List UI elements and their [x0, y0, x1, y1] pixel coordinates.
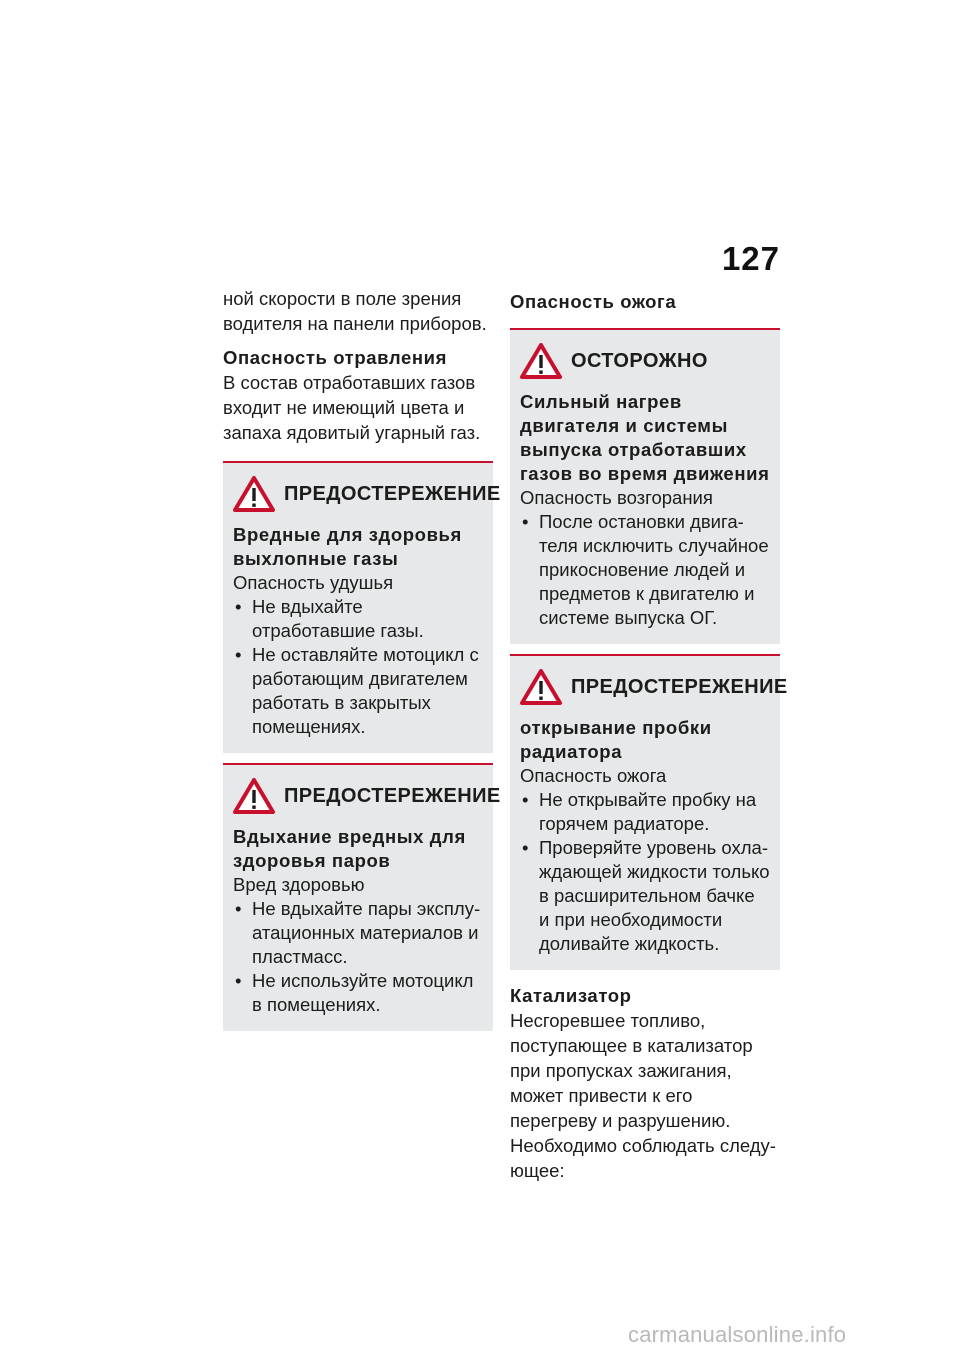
catalyst-text-2: Необходимо соблюдать следующее: [510, 1135, 776, 1181]
warning-list [233, 897, 483, 1017]
warning-list [520, 510, 770, 630]
warning-triangle-icon [232, 475, 276, 513]
right-column [510, 286, 788, 1193]
warning-list [520, 788, 770, 956]
warning-box-radiator [510, 654, 788, 970]
warning-box-exhaust [223, 461, 501, 753]
poisoning-heading: Опасность отравления [223, 347, 447, 368]
list-item: • После остановки двигателя исключить случайное прикосновение людей и предметов к двигателю и системе выпуска ОГ. [520, 510, 770, 630]
list-item: • Не оставляйте мотоцикл с работающим двигателем работать в закрытых помещениях. [233, 643, 483, 739]
warning-box-vapors [223, 763, 501, 1031]
warning-subtitle: Вред здоровью [233, 874, 365, 895]
warning-label: ПРЕДОСТЕРЕЖЕНИЕ [284, 482, 501, 505]
warning-label: ПРЕДОСТЕРЕЖЕНИЕ [571, 675, 788, 698]
catalyst-text: Несгоревшее топливо, поступающее в катализатор при пропусках зажигания, может привести к его перегреву и разрушению. [510, 1010, 753, 1131]
watermark: carmanualsonline.info [628, 1322, 847, 1347]
caution-label: ОСТОРОЖНО [571, 349, 708, 372]
warning-list [233, 595, 483, 739]
warning-title: Вдыхание вредных для здоровья паров [233, 826, 466, 871]
list-item: • Не используйте мотоцикл в помещениях. [233, 969, 483, 1017]
left-column [223, 286, 501, 1031]
list-item: • Проверяйте уровень охлаждающей жидкости только в расширительном бачке и при необходимости доливайте жидкость. [520, 836, 770, 956]
warning-title: Вредные для здоровья выхлопные газы [233, 524, 462, 569]
warning-title: Сильный нагрев двигателя и системы выпуска отработавших газов во время движения [520, 391, 770, 484]
warning-triangle-icon [232, 777, 276, 815]
page-number: 127 [721, 240, 780, 277]
warning-subtitle: Опасность ожога [520, 765, 667, 786]
warning-label: ПРЕДОСТЕРЕЖЕНИЕ [284, 784, 501, 807]
caution-box-heat [510, 328, 780, 644]
list-item: • Не вдыхайте пары эксплуатационных материалов и пластмасс. [233, 897, 483, 969]
warning-subtitle: Опасность возгорания [520, 487, 713, 508]
list-item: • Не вдыхайте отработавшие газы. [233, 595, 483, 643]
warning-triangle-icon [519, 668, 563, 706]
warning-header [232, 777, 501, 815]
poisoning-text: В состав отработавших газов входит не имеющий цвета и запаха ядовитый угарный газ. [223, 372, 481, 443]
list-item: • Не открывайте пробку на горячем радиаторе. [520, 788, 770, 836]
warning-header [232, 475, 501, 513]
warning-header [519, 668, 788, 706]
warning-title: открывание пробки радиатора [520, 717, 712, 762]
burn-heading: Опасность ожога [510, 291, 677, 312]
intro-text: ной скорости в поле зрения водителя на панели приборов. [223, 288, 487, 334]
warning-subtitle: Опасность удушья [233, 572, 394, 593]
warning-triangle-icon [519, 342, 563, 380]
catalyst-heading: Катализатор [510, 985, 632, 1006]
warning-header [519, 342, 770, 380]
